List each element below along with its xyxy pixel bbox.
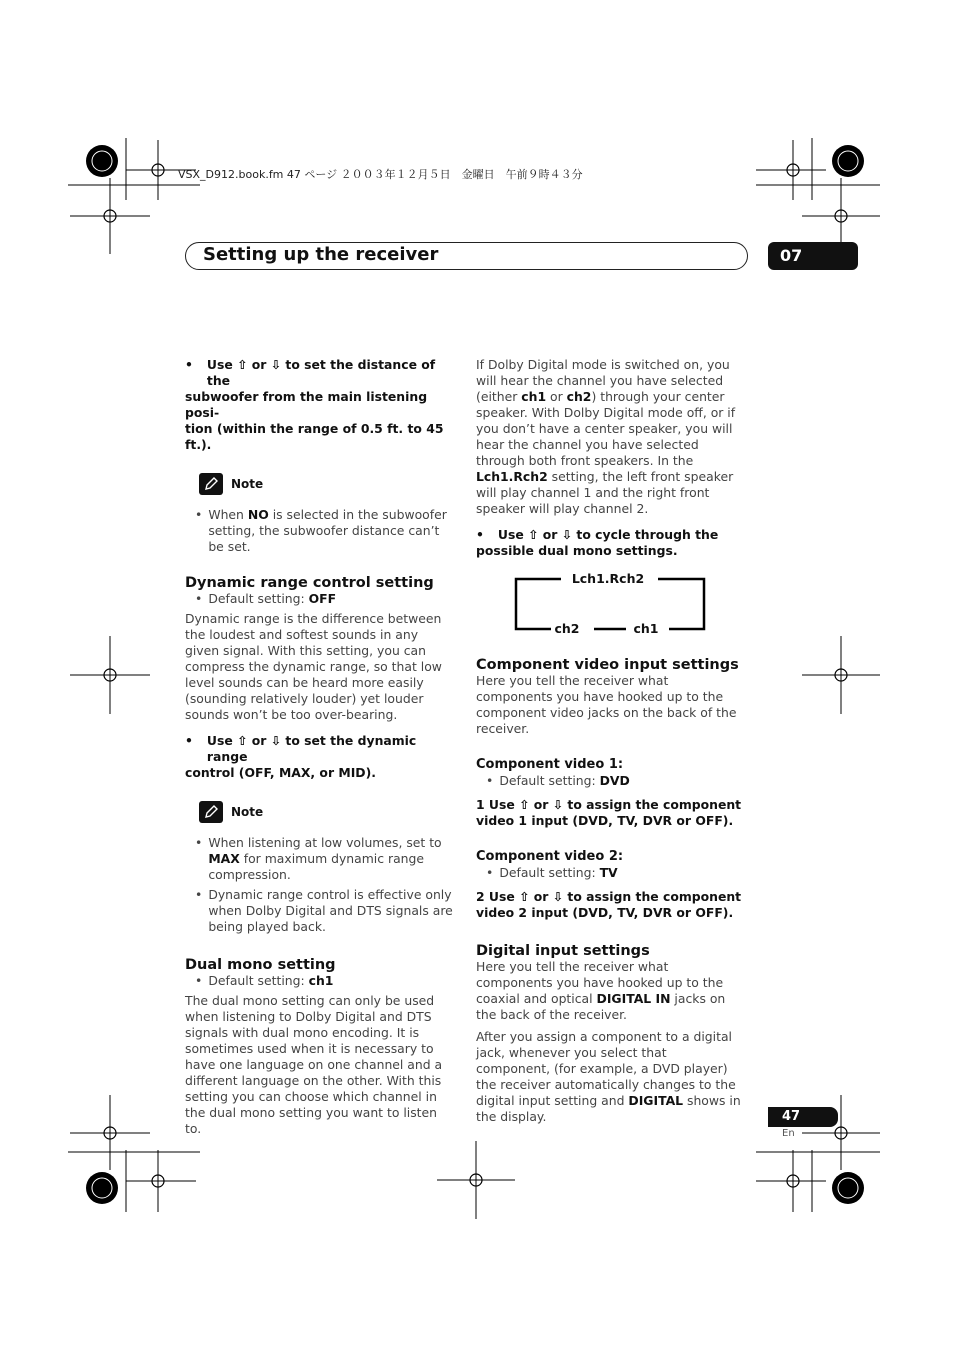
note-pencil-icon bbox=[199, 473, 223, 495]
default-setting: • Default setting: ch1 bbox=[195, 973, 334, 988]
digital-input-body: Here you tell the receiver what components you have hooked up to the coaxial and optical DIGITAL IN jacks on the back of the receiver. bbox=[476, 959, 726, 1022]
instruction-dynamic-range: • Use ⇧ or ⇩ to set the dynamic range control (OFF, MAX, or MID). bbox=[185, 733, 417, 780]
dual-mono-explanation: If Dolby Digital mode is switched on, you will hear the channel you have selected (either ch1 or ch2) through your center speaker. With Dolby Digital mode off, or if you don’t have a center speaker, you will hear the channel you have selected through both front speakers. In the Lch1.Rch2 setting, the left front speaker will play channel 1 and the right front speaker will play channel 2. bbox=[476, 357, 736, 516]
diagram-label-left: ch2 bbox=[554, 621, 580, 636]
note-item: • Dynamic range control is effective only when Dolby Digital and DTS signals are being played back. bbox=[195, 887, 453, 934]
diagram-label-top: Lch1.Rch2 bbox=[571, 571, 645, 586]
default-setting: • Default setting: TV bbox=[486, 865, 618, 880]
dynamic-range-heading: Dynamic range control setting bbox=[185, 575, 434, 591]
default-setting: • Default setting: DVD bbox=[486, 773, 630, 788]
chapter-number: 07 bbox=[768, 242, 858, 270]
note-heading: Note bbox=[199, 801, 453, 823]
dual-mono-heading: Dual mono setting bbox=[185, 957, 336, 973]
dual-mono-cycle-diagram bbox=[476, 569, 744, 639]
digital-input-body-2: After you assign a component to a digital jack, whenever you select that component, (for example, a DVD player) the receiver automatically changes to the digital input setting and DIGITAL shows in the display. bbox=[476, 1029, 741, 1124]
component-video-heading: Component video input settings bbox=[476, 657, 739, 673]
instruction-dual-mono: • Use ⇧ or ⇩ to cycle through the possible dual mono settings. bbox=[476, 527, 719, 558]
instruction-subwoofer-distance: • Use ⇧ or ⇩ to set the distance of the subwoofer from the main listening posi- tion (within the range of 0.5 ft. to 45 ft.). bbox=[185, 357, 444, 452]
language-code: En bbox=[782, 1128, 795, 1139]
default-setting: • Default setting: OFF bbox=[195, 591, 337, 606]
diagram-label-right: ch1 bbox=[633, 621, 659, 636]
dual-mono-body: The dual mono setting can only be used when listening to Dolby Digital and DTS signals with dual mono encoding. It is sometimes used when it is necessary to have one language on one channel and a different language on the other. With this setting you can choose which channel in the dual mono setting you want to listen to. bbox=[185, 993, 443, 1136]
digital-input-heading: Digital input settings bbox=[476, 943, 650, 959]
page-title: Setting up the receiver bbox=[203, 244, 439, 265]
left-column bbox=[185, 357, 453, 1143]
component-video-body: Here you tell the receiver what components you have hooked up to the component video jacks on the back of the receiver. bbox=[476, 673, 737, 736]
component-video-2-heading: Component video 2: bbox=[476, 849, 624, 864]
right-column bbox=[476, 357, 744, 1131]
instruction-component-video-1: 1 Use ⇧ or ⇩ to assign the component video 1 input (DVD, TV, DVR or OFF). bbox=[476, 797, 742, 828]
dynamic-range-body: Dynamic range is the difference between the loudest and softest sounds in any given signal. With this setting, you can compress the dynamic range, so that low level sounds can be heard more easily (sounding relatively louder) yet louder sounds won’t be too over-bearing. bbox=[185, 611, 442, 722]
page-number: 47 bbox=[768, 1107, 838, 1127]
print-file-line: VSX_D912.book.fm 47 ページ ２００３年１２月５日 金曜日 午前９時４３分 bbox=[178, 168, 583, 181]
note-item: • When listening at low volumes, set to MAX for maximum dynamic range compression. bbox=[195, 835, 442, 882]
component-video-1-heading: Component video 1: bbox=[476, 757, 624, 772]
note-heading: Note bbox=[199, 473, 453, 495]
instruction-component-video-2: 2 Use ⇧ or ⇩ to assign the component video 2 input (DVD, TV, DVR or OFF). bbox=[476, 889, 742, 920]
note-item: • When NO is selected in the subwoofer setting, the subwoofer distance can’t be set. bbox=[195, 507, 447, 554]
note-pencil-icon bbox=[199, 801, 223, 823]
